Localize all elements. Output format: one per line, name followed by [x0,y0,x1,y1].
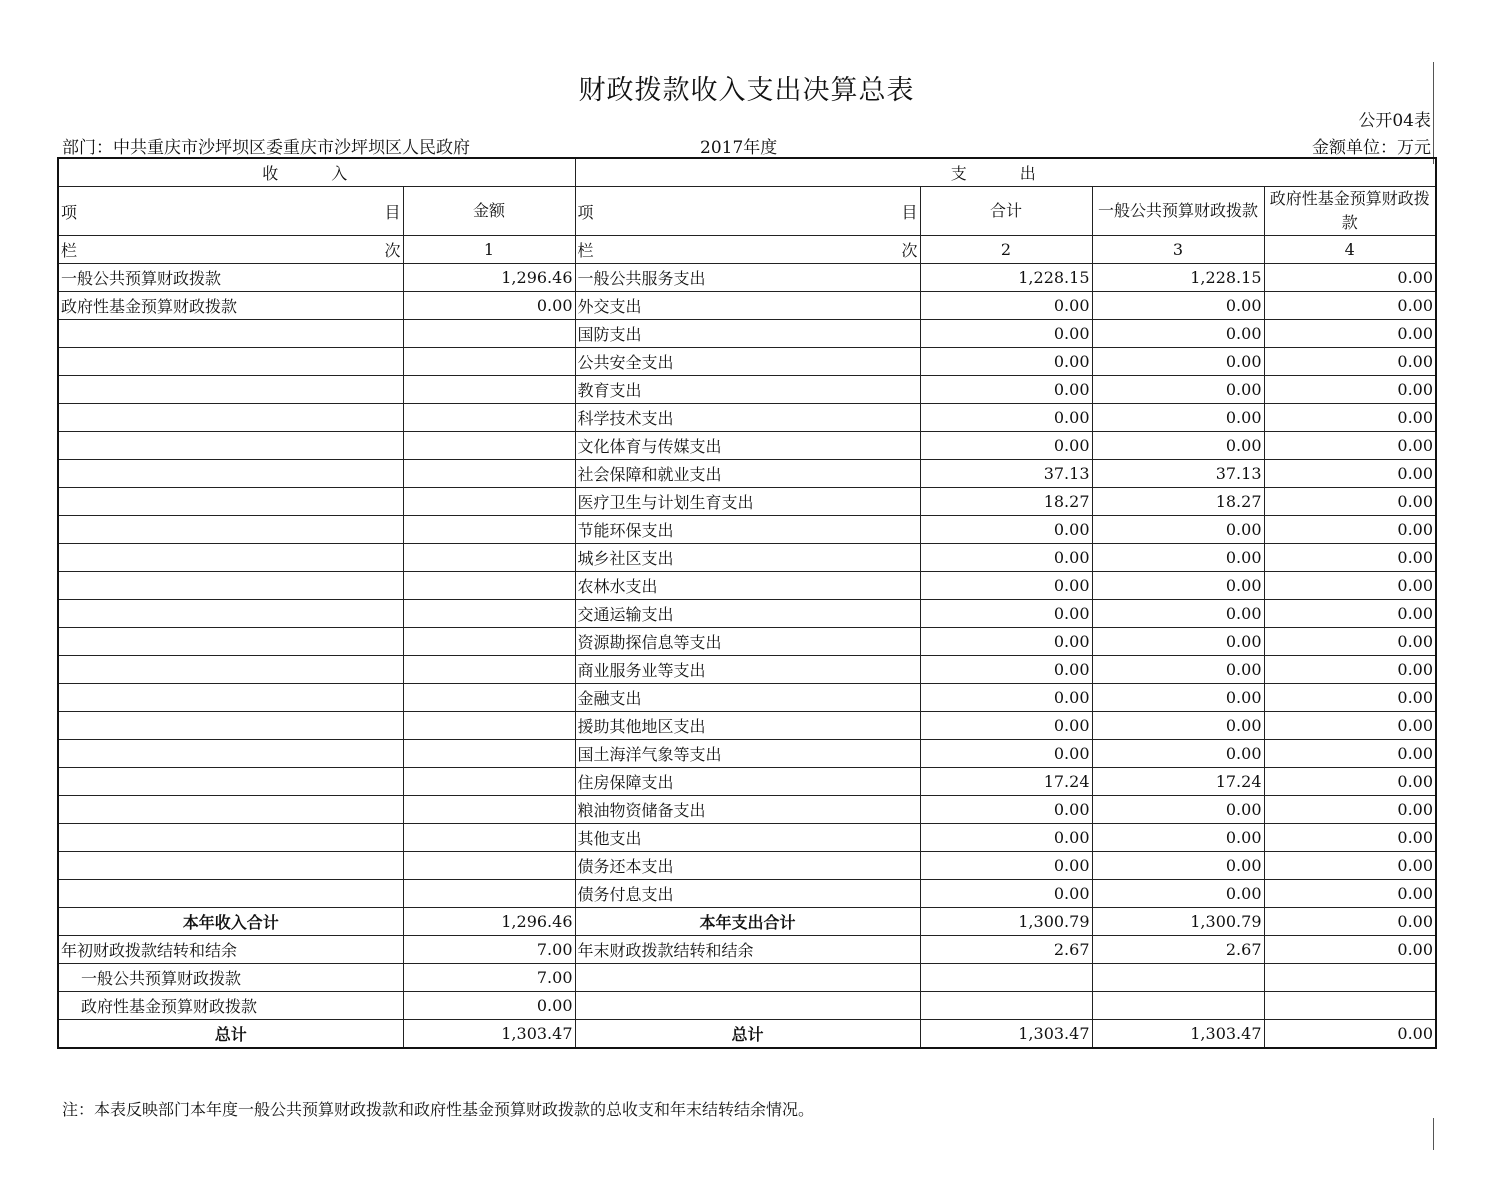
expense-total-value: 1,300.79 [920,908,1092,936]
header-row-columns [58,187,1436,236]
income-total-value: 1,296.46 [403,908,575,936]
income-section-header: 收 入 [58,158,575,187]
income-amount-cell [403,516,575,544]
income-amount-cell [403,684,575,712]
table-row [58,516,1436,544]
expense-total-cell: 0.00 [920,516,1092,544]
expense-item-cell: 公共安全支出 [575,348,920,376]
income-item-cell: 政府性基金预算财政拨款 [58,292,403,320]
expense-total-cell: 37.13 [920,460,1092,488]
income-amount-cell [403,600,575,628]
col-right-label: 次 [384,241,401,260]
expense-fund-cell: 0.00 [1264,852,1436,880]
carry-general-label: 一般公共预算财政拨款 [58,964,403,992]
expense-total-cell: 0.00 [920,852,1092,880]
department-label: 部门：中共重庆市沙坪坝区委重庆市沙坪坝区人民政府 [62,138,470,158]
grand-fund-value: 0.00 [1264,1020,1436,1049]
expense-fund-cell: 0.00 [1264,684,1436,712]
income-carry-value: 7.00 [403,936,575,964]
expense-general-cell: 0.00 [1092,628,1264,656]
expense-total-cell: 0.00 [920,320,1092,348]
table-row [58,264,1436,292]
expense-general-cell: 18.27 [1092,488,1264,516]
income-item-cell [58,404,403,432]
empty-cell [920,964,1092,992]
expense-item-cell: 债务还本支出 [575,852,920,880]
expense-total-cell: 0.00 [920,544,1092,572]
income-amount-cell [403,348,575,376]
income-amount-cell [403,852,575,880]
expense-general-cell: 1,228.15 [1092,264,1264,292]
carry-general-value: 7.00 [403,964,575,992]
expense-item-cell: 医疗卫生与计划生育支出 [575,488,920,516]
expense-item-cell: 债务付息支出 [575,880,920,908]
income-amount-cell [403,488,575,516]
expense-fund-cell: 0.00 [1264,516,1436,544]
carry-general-row [58,964,1436,992]
income-amount-cell [403,320,575,348]
table-row [58,432,1436,460]
income-amount-cell: 0.00 [403,292,575,320]
expense-general-cell: 0.00 [1092,656,1264,684]
income-amount-cell [403,572,575,600]
expense-general-cell: 0.00 [1092,712,1264,740]
expense-fund-cell: 0.00 [1264,320,1436,348]
col-right-label: 次 [901,241,918,260]
table-row [58,320,1436,348]
expense-total-cell: 0.00 [920,432,1092,460]
expense-general-cell: 0.00 [1092,880,1264,908]
item-right-label: 目 [384,202,401,222]
income-item-cell [58,880,403,908]
expense-fund-cell: 0.00 [1264,544,1436,572]
expense-fund-cell: 0.00 [1264,348,1436,376]
table-row [58,684,1436,712]
expense-section-header: 支 出 [575,158,1436,187]
expense-fund-cell: 0.00 [1264,572,1436,600]
expense-fund-cell: 0.00 [1264,796,1436,824]
empty-cell [920,992,1092,1020]
income-item-header [58,187,403,236]
gov-fund-header: 政府性基金预算财政拨款 [1264,187,1436,236]
income-amount-cell [403,628,575,656]
expense-general-cell: 0.00 [1092,600,1264,628]
empty-cell [1092,992,1264,1020]
table-row [58,572,1436,600]
expense-item-cell: 交通运输支出 [575,600,920,628]
table-row [58,404,1436,432]
expense-item-cell: 国土海洋气象等支出 [575,740,920,768]
income-amount-cell [403,712,575,740]
expense-total-cell: 0.00 [920,292,1092,320]
expense-general-cell: 0.00 [1092,740,1264,768]
table-row [58,824,1436,852]
income-item-cell [58,852,403,880]
expense-general-cell: 0.00 [1092,516,1264,544]
expense-total-cell: 0.00 [920,824,1092,852]
table-row [58,544,1436,572]
item-left-label: 项 [577,202,594,222]
expense-total-cell: 0.00 [920,404,1092,432]
expense-total-cell: 18.27 [920,488,1092,516]
expense-item-cell: 国防支出 [575,320,920,348]
total-header: 合计 [920,187,1092,236]
item-right-label: 目 [901,202,918,222]
expense-total-cell: 0.00 [920,796,1092,824]
expense-fund-cell: 0.00 [1264,628,1436,656]
grand-income-label: 总计 [58,1020,403,1049]
grand-general-value: 1,303.47 [1092,1020,1264,1049]
table-row [58,880,1436,908]
header-row-sections [58,158,1436,187]
year-total-row [58,908,1436,936]
expense-general-cell: 0.00 [1092,852,1264,880]
expense-total-cell: 0.00 [920,628,1092,656]
income-item-cell [58,684,403,712]
expense-general-cell: 0.00 [1092,376,1264,404]
income-item-cell [58,628,403,656]
expense-total-cell: 0.00 [920,880,1092,908]
expense-general-cell: 0.00 [1092,432,1264,460]
income-item-cell [58,572,403,600]
income-amount-cell [403,544,575,572]
expense-fund-cell: 0.00 [1264,432,1436,460]
empty-cell [1264,992,1436,1020]
expense-total-cell: 1,228.15 [920,264,1092,292]
expense-fund-cell: 0.00 [1264,292,1436,320]
expense-total-cell: 0.00 [920,348,1092,376]
expense-item-cell: 农林水支出 [575,572,920,600]
expense-fund-cell: 0.00 [1264,740,1436,768]
table-row [58,796,1436,824]
income-item-cell: 一般公共预算财政拨款 [58,264,403,292]
expense-general-cell: 0.00 [1092,292,1264,320]
col-index-2: 2 [920,236,1092,264]
expense-total-cell: 0.00 [920,684,1092,712]
page-title: 财政拨款收入支出决算总表 [578,75,915,106]
income-amount-cell [403,404,575,432]
expense-fund-cell: 0.00 [1264,404,1436,432]
expense-total-cell: 0.00 [920,712,1092,740]
income-item-cell [58,768,403,796]
expense-fund-cell: 0.00 [1264,376,1436,404]
expense-total-cell: 0.00 [920,656,1092,684]
table-row [58,852,1436,880]
carry-fund-row [58,992,1436,1020]
expense-item-cell: 其他支出 [575,824,920,852]
expense-item-cell: 资源勘探信息等支出 [575,628,920,656]
income-item-cell [58,544,403,572]
expense-total-cell: 0.00 [920,600,1092,628]
expense-item-cell: 文化体育与传媒支出 [575,432,920,460]
table-row [58,488,1436,516]
income-amount-cell: 1,296.46 [403,264,575,292]
income-item-cell [58,600,403,628]
expense-item-cell: 科学技术支出 [575,404,920,432]
expense-general-cell: 37.13 [1092,460,1264,488]
income-amount-cell [403,656,575,684]
table-row [58,348,1436,376]
income-item-cell [58,376,403,404]
carry-fund-label: 政府性基金预算财政拨款 [58,992,403,1020]
expense-fund-cell: 0.00 [1264,880,1436,908]
table-row [58,712,1436,740]
grand-expense-label: 总计 [575,1020,920,1049]
expense-general-cell: 0.00 [1092,544,1264,572]
expense-item-cell: 教育支出 [575,376,920,404]
income-item-cell [58,740,403,768]
expense-item-cell: 外交支出 [575,292,920,320]
expense-col-index-label [575,236,920,264]
empty-cell [575,964,920,992]
table-row [58,460,1436,488]
col-index-4: 4 [1264,236,1436,264]
income-item-cell [58,320,403,348]
expense-fund-cell: 0.00 [1264,264,1436,292]
column-index-row [58,236,1436,264]
table-row [58,628,1436,656]
expense-fund-cell: 0.00 [1264,656,1436,684]
income-item-cell [58,656,403,684]
expense-total-cell: 0.00 [920,572,1092,600]
income-amount-cell [403,768,575,796]
right-margin-line-lower [1433,1118,1434,1150]
expense-fund-cell: 0.00 [1264,712,1436,740]
form-number: 公开04表 [1358,111,1431,131]
income-amount-cell [403,796,575,824]
expense-item-cell: 援助其他地区支出 [575,712,920,740]
expense-fund-cell: 0.00 [1264,488,1436,516]
expense-fund-cell: 0.00 [1264,768,1436,796]
income-item-cell [58,824,403,852]
expense-total-fund: 0.00 [1264,908,1436,936]
footnote: 注：本表反映部门本年度一般公共预算财政拨款和政府性基金预算财政拨款的总收支和年末结转结余情况。 [62,1100,815,1119]
expense-item-cell: 一般公共服务支出 [575,264,920,292]
expense-item-cell: 城乡社区支出 [575,544,920,572]
table-row [58,376,1436,404]
expense-general-cell: 0.00 [1092,572,1264,600]
col-left-label: 栏 [577,241,594,260]
col-index-1: 1 [403,236,575,264]
expense-item-cell: 社会保障和就业支出 [575,460,920,488]
expense-carry-fund: 0.00 [1264,936,1436,964]
expense-total-cell: 0.00 [920,740,1092,768]
income-item-cell [58,432,403,460]
income-item-cell [58,796,403,824]
income-amount-cell [403,376,575,404]
amount-unit: 金额单位：万元 [1312,138,1431,158]
expense-total-label: 本年支出合计 [575,908,920,936]
table-row [58,292,1436,320]
table-row [58,740,1436,768]
income-total-label: 本年收入合计 [58,908,403,936]
grand-total-row [58,1020,1436,1049]
income-item-cell [58,460,403,488]
expense-fund-cell: 0.00 [1264,600,1436,628]
table-row [58,768,1436,796]
expense-general-cell: 17.24 [1092,768,1264,796]
income-carry-label: 年初财政拨款结转和结余 [58,936,403,964]
item-left-label: 项 [61,202,78,222]
fiscal-year: 2017年度 [700,138,778,158]
expense-fund-cell: 0.00 [1264,824,1436,852]
expense-total-cell: 17.24 [920,768,1092,796]
amount-header: 金额 [403,187,575,236]
expense-total-cell: 0.00 [920,376,1092,404]
col-left-label: 栏 [61,241,78,260]
grand-income-value: 1,303.47 [403,1020,575,1049]
expense-total-general: 1,300.79 [1092,908,1264,936]
expense-item-cell: 节能环保支出 [575,516,920,544]
income-col-index-label [58,236,403,264]
income-item-cell [58,516,403,544]
expense-general-cell: 0.00 [1092,348,1264,376]
table-row [58,656,1436,684]
expense-general-cell: 0.00 [1092,796,1264,824]
col-index-3: 3 [1092,236,1264,264]
income-amount-cell [403,460,575,488]
expense-item-header [575,187,920,236]
income-item-cell [58,712,403,740]
expense-carry-label: 年末财政拨款结转和结余 [575,936,920,964]
empty-cell [1264,964,1436,992]
expense-item-cell: 住房保障支出 [575,768,920,796]
carry-fund-value: 0.00 [403,992,575,1020]
table-row [58,600,1436,628]
expense-general-cell: 0.00 [1092,684,1264,712]
grand-expense-value: 1,303.47 [920,1020,1092,1049]
expense-carry-value: 2.67 [920,936,1092,964]
empty-cell [1092,964,1264,992]
income-item-cell [58,348,403,376]
expense-general-cell: 0.00 [1092,404,1264,432]
expense-fund-cell: 0.00 [1264,460,1436,488]
empty-cell [575,992,920,1020]
expense-general-cell: 0.00 [1092,824,1264,852]
expense-item-cell: 金融支出 [575,684,920,712]
carryover-row [58,936,1436,964]
income-amount-cell [403,432,575,460]
general-budget-header: 一般公共预算财政拨款 [1092,187,1264,236]
expense-item-cell: 商业服务业等支出 [575,656,920,684]
budget-table [57,157,1437,1049]
expense-carry-general: 2.67 [1092,936,1264,964]
income-amount-cell [403,740,575,768]
expense-item-cell: 粮油物资储备支出 [575,796,920,824]
income-amount-cell [403,824,575,852]
income-amount-cell [403,880,575,908]
expense-general-cell: 0.00 [1092,320,1264,348]
income-item-cell [58,488,403,516]
